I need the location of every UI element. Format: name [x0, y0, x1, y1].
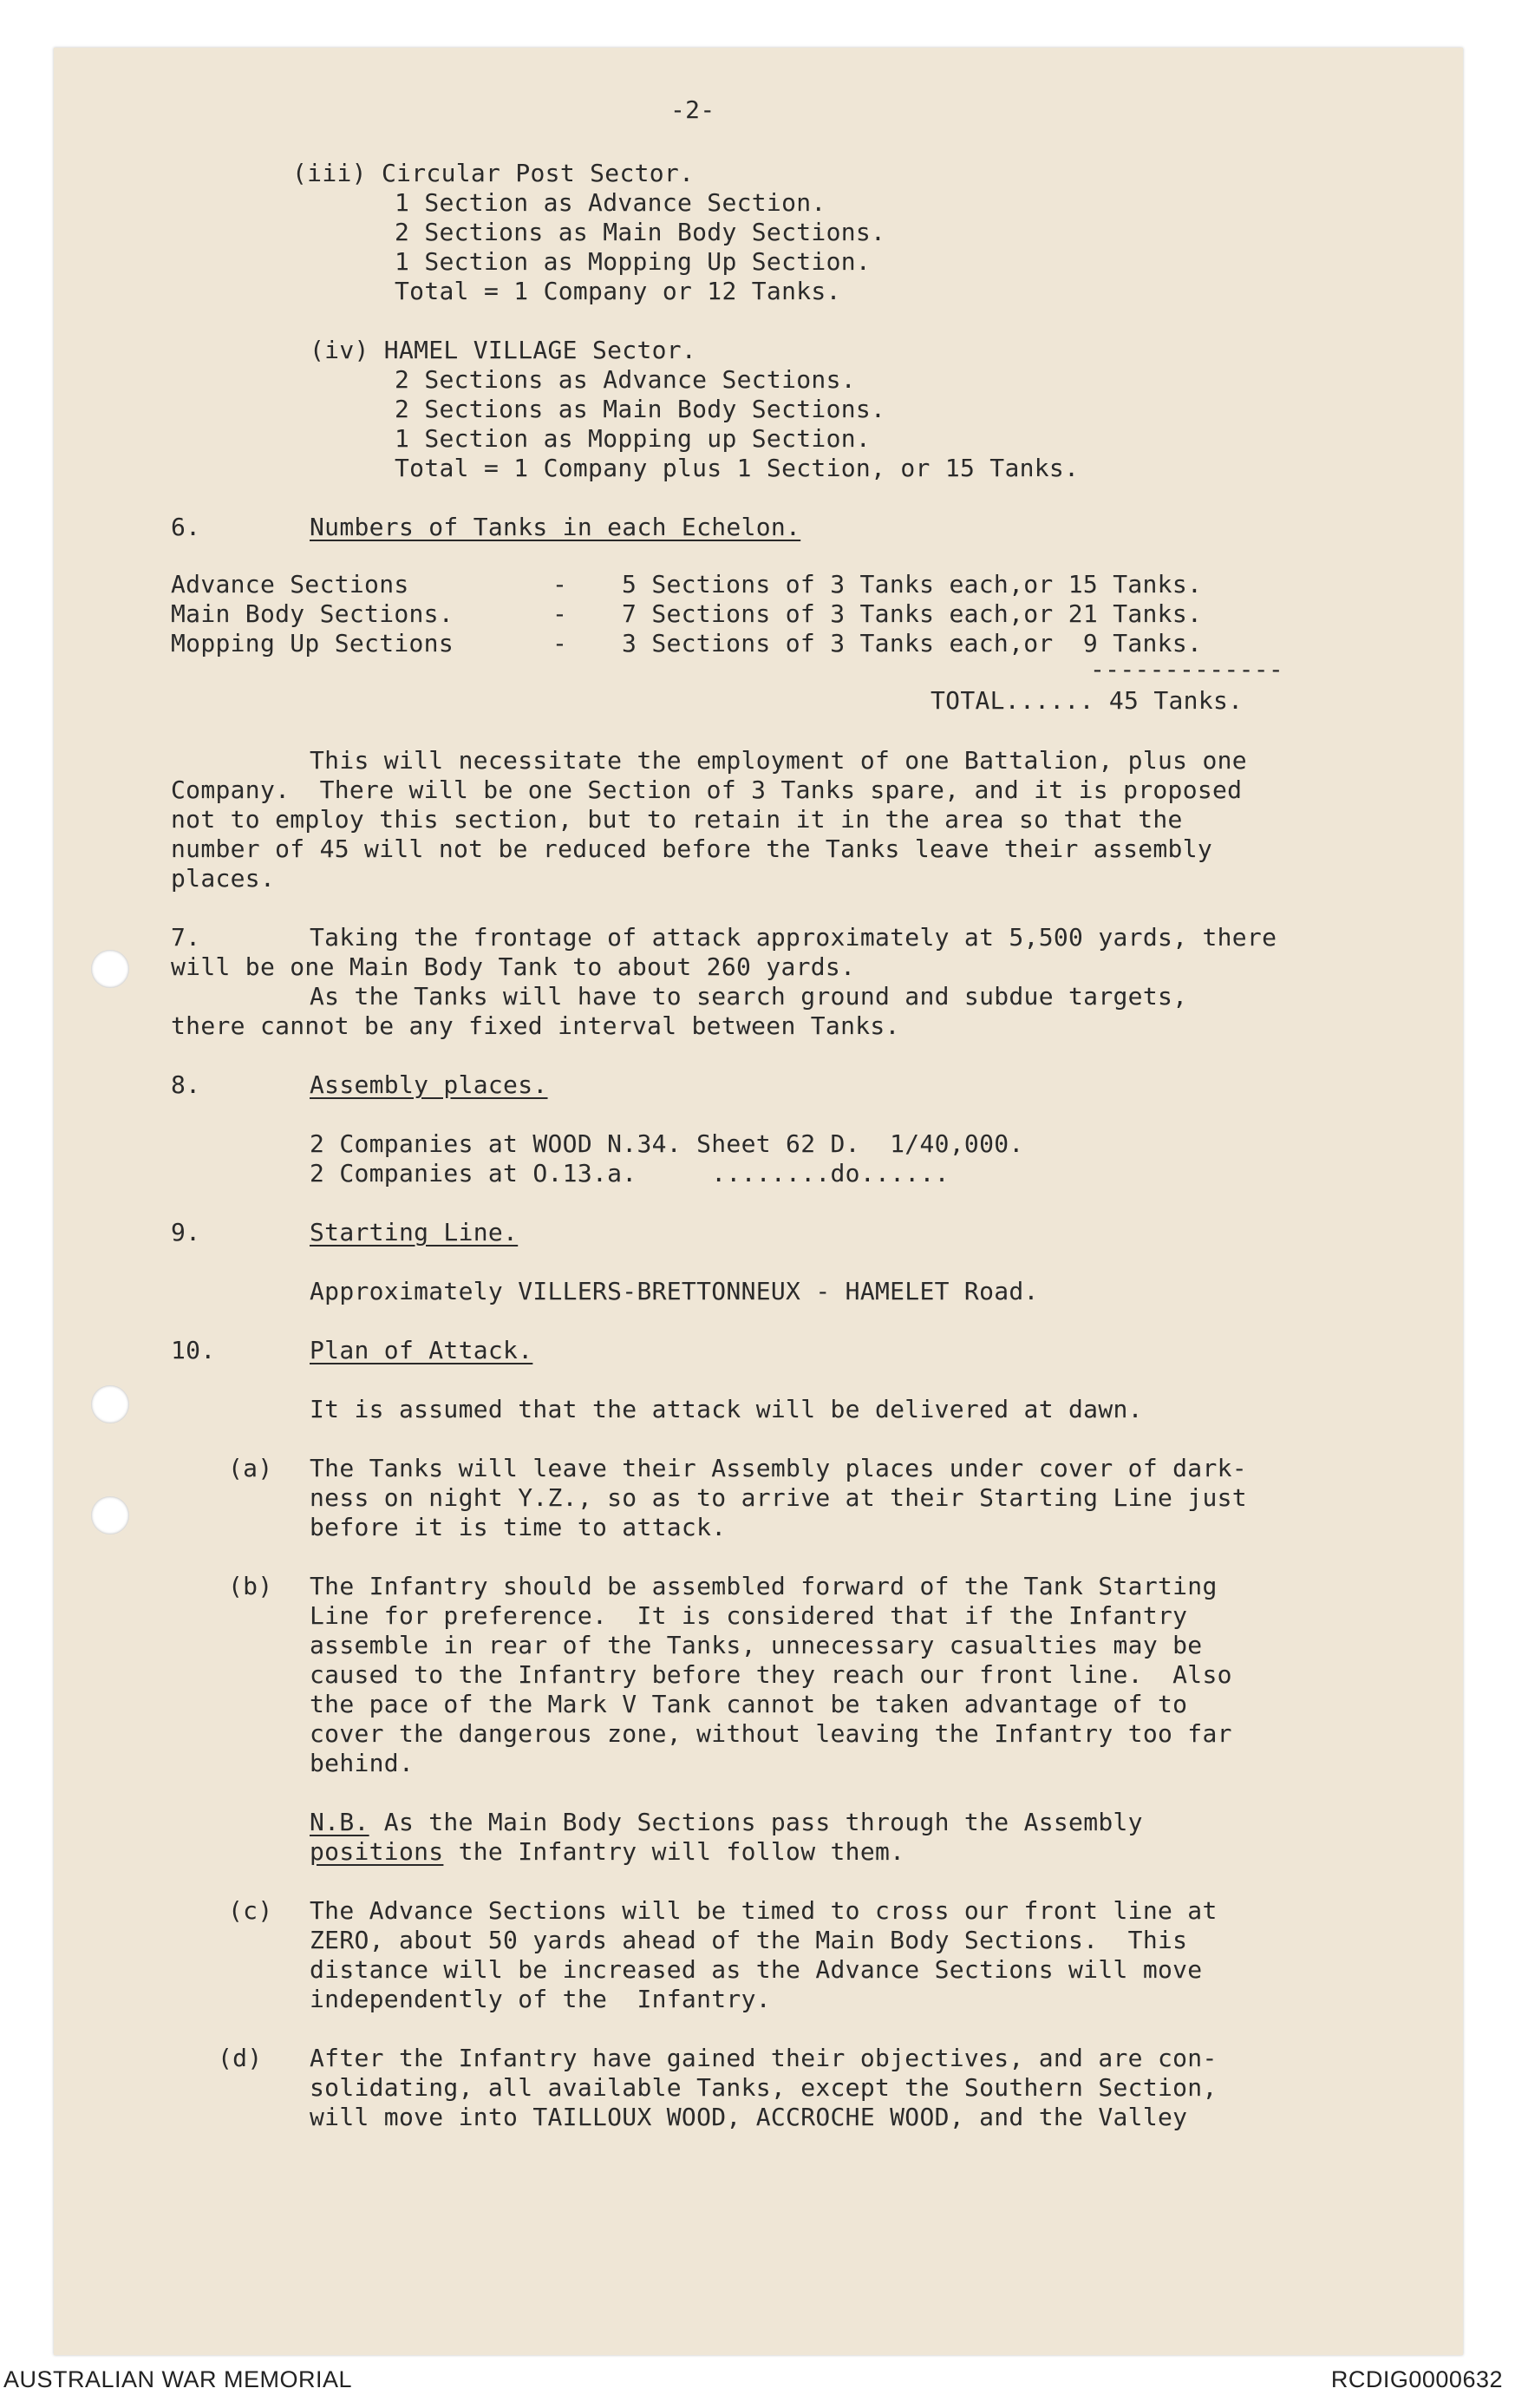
item-b-label: (b)	[228, 1572, 273, 1600]
item-a-label: (a)	[228, 1454, 273, 1482]
para-7-line: there cannot be any fixed interval between Tanks.	[171, 1011, 900, 1040]
punch-hole	[91, 950, 129, 988]
nb-text: As the Main Body Sections pass through the Assembly	[369, 1808, 1143, 1836]
para-7-line: Taking the frontage of attack approximately at 5,500 yards, there	[310, 923, 1277, 952]
para-8-line: 2 Companies at WOOD N.34. Sheet 62 D. 1/40,000.	[310, 1129, 1024, 1158]
item-b-line: Line for preference. It is considered that if the Infantry	[310, 1601, 1188, 1630]
para-7-number: 7.	[171, 923, 201, 952]
nb-line-1	[310, 1808, 1143, 1837]
para-8-heading: Assembly places.	[310, 1070, 548, 1099]
total-rule: -------------	[1090, 655, 1284, 684]
para-6-body: not to employ this section, but to retain it in the area so that the	[171, 805, 1183, 834]
nb-text: the Infantry will follow them.	[443, 1837, 905, 1866]
para-8-number: 8.	[171, 1070, 201, 1099]
para-9-line: Approximately VILLERS-BRETTONNEUX - HAMELET Road.	[310, 1277, 1039, 1305]
para-9-heading: Starting Line.	[310, 1218, 519, 1247]
echelon-value: 7 Sections of 3 Tanks each,or 21 Tanks.	[622, 599, 1203, 628]
item-b-line: cover the dangerous zone, without leaving the Infantry too far	[310, 1719, 1232, 1748]
para-6-body: This will necessitate the employment of one Battalion, plus one	[310, 746, 1247, 775]
item-d-line: will move into TAILLOUX WOOD, ACCROCHE WOOD, and the Valley	[310, 2103, 1188, 2131]
item-b-line: the pace of the Mark V Tank cannot be taken advantage of to	[310, 1690, 1188, 1718]
echelon-dash: -	[552, 570, 568, 599]
sector-iii-line: 2 Sections as Main Body Sections.	[395, 218, 886, 246]
punch-hole	[91, 1385, 129, 1423]
item-c-label: (c)	[228, 1896, 273, 1925]
footer-left: AUSTRALIAN WAR MEMORIAL	[3, 2366, 353, 2392]
para-10-intro: It is assumed that the attack will be delivered at dawn.	[310, 1395, 1143, 1423]
punch-hole	[91, 1496, 129, 1534]
total-line: TOTAL...... 45 Tanks.	[931, 686, 1244, 715]
footer-right: RCDIG0000632	[1330, 2366, 1503, 2392]
item-a-line: ness on night Y.Z., so as to arrive at their Starting Line just	[310, 1483, 1247, 1512]
item-b-line: caused to the Infantry before they reach our front line. Also	[310, 1660, 1232, 1689]
page-number: -2-	[670, 95, 715, 124]
sector-iv-line: 2 Sections as Main Body Sections.	[395, 395, 886, 423]
para-10-heading: Plan of Attack.	[310, 1336, 533, 1364]
sector-iv-line: 2 Sections as Advance Sections.	[395, 365, 856, 394]
item-d-line: solidating, all available Tanks, except the Southern Section,	[310, 2073, 1218, 2102]
item-a-line: The Tanks will leave their Assembly places under cover of dark-	[310, 1454, 1247, 1482]
para-6-body: number of 45 will not be reduced before the Tanks leave their assembly	[171, 834, 1213, 863]
item-d-line: After the Infantry have gained their objectives, and are con-	[310, 2044, 1218, 2072]
echelon-dash: -	[552, 629, 568, 658]
para-6-body: places.	[171, 864, 276, 893]
para-7-line: will be one Main Body Tank to about 260 yards.	[171, 952, 856, 981]
para-6-number: 6.	[171, 513, 201, 541]
sector-iv-line: Total = 1 Company plus 1 Section, or 15 Tanks.	[395, 454, 1080, 482]
sector-iii-heading: (iii) Circular Post Sector.	[292, 159, 695, 187]
para-9-number: 9.	[171, 1218, 201, 1247]
sector-iii-line: Total = 1 Company or 12 Tanks.	[395, 277, 841, 305]
echelon-dash: -	[552, 599, 568, 628]
para-6-body: Company. There will be one Section of 3 Tanks spare, and it is proposed	[171, 775, 1243, 804]
para-7-line: As the Tanks will have to search ground and subdue targets,	[310, 982, 1188, 1011]
sector-iii-line: 1 Section as Mopping Up Section.	[395, 247, 872, 276]
echelon-label: Mopping Up Sections	[171, 629, 454, 658]
item-b-line: behind.	[310, 1749, 415, 1777]
echelon-value: 5 Sections of 3 Tanks each,or 15 Tanks.	[622, 570, 1203, 599]
item-c-line: ZERO, about 50 yards ahead of the Main Body Sections. This	[310, 1926, 1188, 1954]
item-a-line: before it is time to attack.	[310, 1513, 727, 1541]
sector-iv-heading: (iv) HAMEL VILLAGE Sector.	[310, 336, 697, 364]
nb-line-2	[310, 1837, 904, 1867]
nb-prefix: N.B.	[310, 1808, 369, 1836]
item-b-line: The Infantry should be assembled forward of the Tank Starting	[310, 1572, 1218, 1600]
para-10-number: 10.	[171, 1336, 216, 1364]
echelon-label: Advance Sections	[171, 570, 409, 599]
item-d-label: (d)	[218, 2044, 263, 2072]
item-c-line: The Advance Sections will be timed to cross our front line at	[310, 1896, 1218, 1925]
echelon-value: 3 Sections of 3 Tanks each,or 9 Tanks.	[622, 629, 1203, 658]
nb-underlined-word: positions	[310, 1837, 444, 1866]
para-6-heading: Numbers of Tanks in each Echelon.	[310, 513, 801, 541]
item-c-line: distance will be increased as the Advance Sections will move	[310, 1955, 1203, 1984]
sector-iii-line: 1 Section as Advance Section.	[395, 188, 826, 217]
item-b-line: assemble in rear of the Tanks, unnecessary casualties may be	[310, 1631, 1203, 1659]
item-c-line: independently of the Infantry.	[310, 1985, 771, 2013]
para-8-line: 2 Companies at O.13.a. ........do......	[310, 1159, 950, 1188]
sector-iv-line: 1 Section as Mopping up Section.	[395, 424, 872, 453]
echelon-label: Main Body Sections.	[171, 599, 454, 628]
